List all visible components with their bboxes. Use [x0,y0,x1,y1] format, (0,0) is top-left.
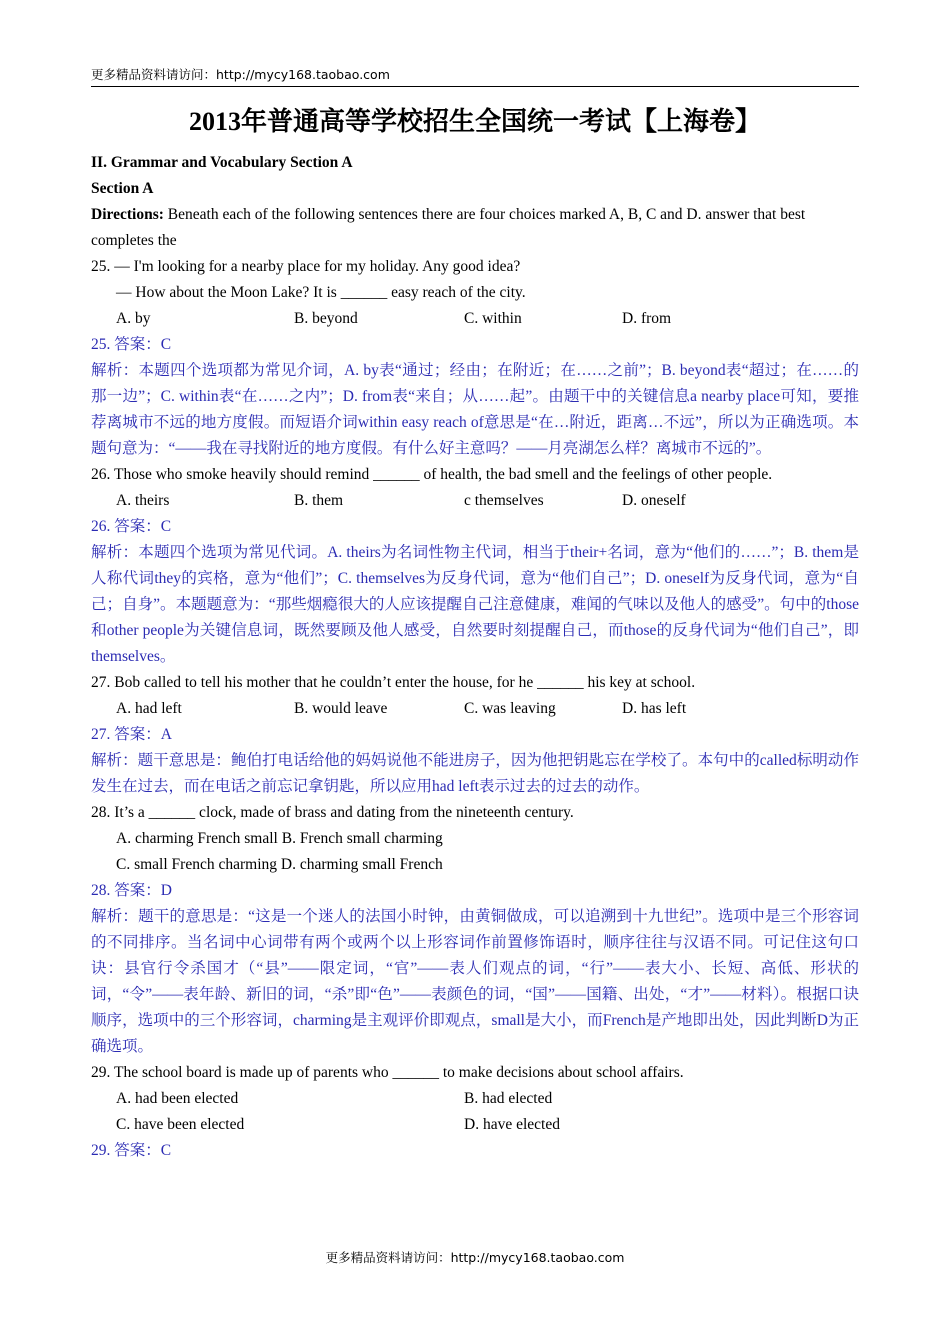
question-28-stem: 28. It’s a ______ clock, made of brass and dating from the nineteenth century. [91,804,574,821]
section-heading: II. Grammar and Vocabulary Section A [91,154,353,171]
directions-text: Beneath each of the following sentences there are four choices marked A, B, C and D. answer that best completes the [91,206,806,249]
question-25-analysis: 解析：本题四个选项都为常见介词，A. by表“通过；经由；在附近；在……之前”；B. beyond表“超过；在……的那一边”；C. within表“在……之内”；D. from表“来自；从……起”。由题干中的关键信息a nearby place可知，要推荐离城市不远的地方度假。而短语介词within easy reach of意思是“在…附近，距离…不远”，所以为正确选项。本题句意为：“——我在寻找附近的地方度假。有什么好主意吗？——月亮湖怎么样？离城市不远的”。 [91,362,859,457]
question-29-stem: 29. The school board is made up of parents who ______ to make decisions about school affairs. [91,1064,684,1081]
question-28-answer: 28. 答案：D [91,882,172,899]
question-26-answer: 26. 答案：C [91,518,172,535]
question-28-analysis: 解析：题干的意思是：“这是一个迷人的法国小时钟，由黄铜做成，可以追溯到十九世纪”。选项中是三个形容词的不同排序。当名词中心词带有两个或两个以上形容词作前置修饰语时，顺序往往与汉语不同。可记住这句口诀：县官行令杀国才（“县”——限定词，“官”——表人们观点的词，“行”——表大小、长短、高低、形状的词，“令”——表年龄、新旧的词，“杀”即“色”——表颜色的词，“国”——国籍、出处，“才”——材料）。根据口诀顺序，选项中的三个形容词，charming是主观评价即观点，small是大小，而French是产地即出处，因此判断D为正确选项。 [91,908,859,1055]
page-header: 更多精品资料请访问：http://mycy168.taobao.com [91,66,859,87]
question-26-analysis: 解析：本题四个选项为常见代词。A. theirs为名词性物主代词，相当于their+名词，意为“他们的……”；B. them是人称代词they的宾格，意为“他们”；C. themselves为反身代词，意为“他们自己”；D. oneself为反身代词，意为“自己；自身”。本题题意为：“那些烟瘾很大的人应该提醒自己注意健康，难闻的气味以及他人的感受”。句中的those和other people为关键信息词，既然要顾及他人感受，自然要时刻提醒自己，而those的反身代词为“他们自己”，即themselves。 [91,544,859,665]
option-c: C. within [464,310,522,327]
question-27-answer: 27. 答案：A [91,726,172,743]
question-25-stem: 25. — I'm looking for a nearby place for my holiday. Any good idea? [91,258,521,275]
section-subheading: Section A [91,180,154,197]
question-25-options [91,306,859,332]
question-25-reply: — How about the Moon Lake? It is ______ easy reach of the city. [116,284,526,301]
question-27-options [91,696,859,722]
question-28-options-line-2: C. small French charming D. charming small French [116,856,443,873]
option-a: A. had been elected [116,1090,239,1107]
option-a: A. had left [116,700,182,717]
directions [91,202,859,254]
option-d: D. oneself [622,492,686,509]
question-29-options-row-1 [91,1086,859,1112]
document-body [91,150,859,1164]
option-c: C. have been elected [116,1116,245,1133]
question-28-options-line-1: A. charming French small B. French small charming [116,830,443,847]
question-27-stem: 27. Bob called to tell his mother that he couldn’t enter the house, for he ______ his key at school. [91,674,696,691]
option-a: A. theirs [116,492,170,509]
question-29-options-row-2 [91,1112,859,1138]
option-b: B. beyond [294,310,358,327]
option-b: B. would leave [294,700,388,717]
page-title: 2013年普通高等学校招生全国统一考试【上海卷】 [188,107,761,136]
option-c: c themselves [464,492,544,509]
option-d: D. have elected [464,1116,560,1133]
question-29-answer: 29. 答案：C [91,1142,172,1159]
question-26-options [91,488,859,514]
option-b: B. them [294,492,344,509]
option-b: B. had elected [464,1090,553,1107]
page-footer: 更多精品资料请访问：http://mycy168.taobao.com [325,1250,625,1265]
question-26-stem: 26. Those who smoke heavily should remind ______ of health, the bad smell and the feelings of other people. [91,466,773,483]
option-a: A. by [116,310,151,327]
option-d: D. has left [622,700,687,717]
option-d: D. from [622,310,672,327]
question-25-answer: 25. 答案：C [91,336,172,353]
question-27-analysis: 解析：题干意思是：鲍伯打电话给他的妈妈说他不能进房子，因为他把钥匙忘在学校了。本句中的called标明动作发生在过去，而在电话之前忘记拿钥匙，所以应用had left表示过去的过去的动作。 [91,752,859,795]
directions-label: Directions: [91,206,164,223]
option-c: C. was leaving [464,700,556,717]
